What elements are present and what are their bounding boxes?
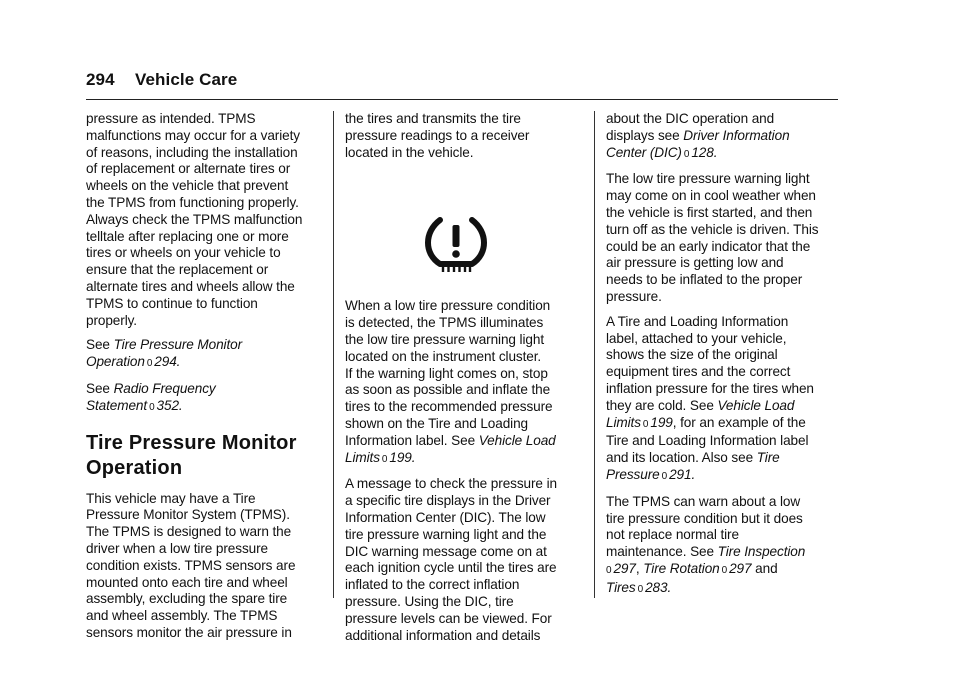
column-1	[86, 111, 322, 650]
text-line: alternate tires and wheels allow the	[86, 278, 295, 294]
page-ref-arrow-icon: 0	[606, 564, 612, 576]
paragraph	[345, 476, 581, 644]
page-ref-arrow-icon: 0	[642, 418, 649, 430]
section-heading	[86, 431, 322, 481]
text-line: tire pressure warning light and the	[345, 526, 547, 542]
cross-reference	[86, 337, 322, 373]
text-line: may come on in cool weather when	[606, 188, 816, 204]
heading-line: Operation	[86, 456, 183, 479]
paragraph	[606, 314, 840, 486]
text-line: the vehicle is first started, and then	[606, 204, 813, 220]
text-line: label, attached to your vehicle,	[606, 330, 787, 346]
text-line: as soon as possible and inflate the	[345, 382, 551, 398]
text-line: TPMS to continue to function	[86, 295, 258, 311]
text-line: located in the vehicle.	[345, 144, 474, 160]
text-fragment: and	[751, 560, 778, 576]
text-line: The low tire pressure warning light	[606, 171, 810, 187]
text-line: properly.	[86, 312, 137, 328]
reference-link[interactable]: Pressure	[606, 466, 660, 482]
text-fragment: they are cold. See	[606, 397, 718, 413]
text-line: tire pressure condition but it does	[606, 510, 803, 526]
page-reference[interactable]: 283	[645, 579, 668, 595]
text-line: turn off as the vehicle is driven. This	[606, 221, 819, 237]
text-line: air pressure is getting low and	[606, 255, 784, 271]
text-line: pressure as intended. TPMS	[86, 111, 256, 126]
punctuation: .	[178, 397, 183, 413]
page-ref-arrow-icon: 0	[683, 148, 690, 160]
text-line: the low tire pressure warning light	[345, 331, 544, 347]
tire-pressure-warning-icon	[421, 214, 491, 274]
text-line: The TPMS is designed to warn the	[86, 524, 292, 540]
punctuation: .	[691, 466, 696, 482]
see-label: See	[86, 337, 110, 353]
reference-link[interactable]: Operation	[86, 354, 145, 370]
page-reference[interactable]: 294	[154, 354, 177, 370]
text-line: tires to the recommended pressure	[345, 399, 553, 415]
column-3	[606, 111, 840, 607]
text-line: wheels on the vehicle that prevent	[86, 178, 289, 194]
paragraph	[606, 111, 840, 163]
page-ref-arrow-icon: 0	[637, 583, 644, 595]
text-line: shown on the Tire and Loading	[345, 415, 529, 431]
page-number: 294	[86, 70, 115, 89]
text-line: Always check the TPMS malfunction	[86, 211, 303, 227]
text-line: pressure levels can be viewed. For	[345, 610, 552, 626]
paragraph	[606, 494, 840, 599]
punctuation: .	[411, 449, 416, 465]
page-reference[interactable]: 199	[389, 449, 412, 465]
reference-link[interactable]: Tires	[606, 579, 636, 595]
reference-link[interactable]: Radio Frequency	[113, 380, 216, 396]
paragraph	[606, 171, 840, 305]
text-line: located on the instrument cluster.	[345, 348, 542, 364]
page-ref-arrow-icon: 0	[381, 453, 388, 465]
reference-link[interactable]: Limits	[345, 449, 380, 465]
text-line: condition exists. TPMS sensors are	[86, 557, 296, 573]
text-line: shows the size of the original	[606, 347, 778, 363]
text-line: each ignition cycle until the tires are	[345, 560, 557, 576]
text-line: ensure that the replacement or	[86, 262, 269, 278]
text-line: inflation pressure for the tires when	[606, 380, 814, 396]
punctuation: ,	[635, 560, 644, 576]
page-reference[interactable]: 291	[669, 466, 692, 482]
reference-link[interactable]: Statement	[86, 397, 148, 413]
text-fragment: Information label. See	[345, 432, 479, 448]
text-fragment: , for an example of the	[672, 414, 806, 430]
text-line: of replacement or alternate tires or	[86, 161, 291, 177]
text-line: When a low tire pressure condition	[345, 298, 551, 314]
reference-link[interactable]: Tire Pressure Monitor	[113, 337, 243, 353]
text-line: the tires and transmits the tire	[345, 111, 521, 126]
page-reference[interactable]: 128	[691, 144, 714, 160]
text-line: DIC warning message come on at	[345, 543, 547, 559]
text-line: Pressure Monitor System (TPMS).	[86, 507, 290, 523]
text-line: This vehicle may have a Tire	[86, 490, 256, 506]
page-ref-arrow-icon: 0	[661, 470, 668, 482]
reference-link[interactable]: Tire Inspection	[717, 544, 806, 560]
text-line: assembly, excluding the spare tire	[86, 591, 288, 607]
paragraph	[86, 491, 322, 642]
page-reference[interactable]: 199	[650, 414, 673, 430]
text-fragment: maintenance. See	[606, 544, 718, 560]
text-line: driver when a low tire pressure	[86, 540, 269, 556]
page-reference[interactable]: 297	[613, 560, 636, 576]
column-divider	[594, 111, 595, 598]
section-title: Vehicle Care	[135, 70, 238, 89]
page-ref-arrow-icon: 0	[146, 358, 153, 370]
text-line: mounted onto each tire and wheel	[86, 574, 288, 590]
text-line: If the warning light comes on, stop	[345, 365, 548, 381]
text-line: the TPMS from functioning properly.	[86, 194, 299, 210]
punctuation: .	[176, 354, 181, 370]
reference-link[interactable]: Center (DIC)	[606, 144, 682, 160]
paragraph	[86, 111, 322, 329]
text-line: of reasons, including the installation	[86, 144, 298, 160]
reference-link[interactable]: Vehicle Load	[478, 432, 556, 448]
page-ref-arrow-icon: 0	[721, 564, 728, 576]
reference-link[interactable]: Driver Information	[683, 127, 790, 143]
text-line: and wheel assembly. The TPMS	[86, 608, 278, 624]
text-line: is detected, the TPMS illuminates	[345, 315, 544, 331]
page-ref-arrow-icon: 0	[149, 401, 155, 413]
cross-reference	[86, 381, 322, 417]
text-line: pressure readings to a receiver	[345, 127, 530, 143]
text-line: sensors monitor the air pressure in	[86, 624, 292, 640]
text-fragment: and its location. Also see	[606, 450, 757, 466]
text-line: additional information and details	[345, 627, 541, 643]
reference-link[interactable]: Tire	[756, 450, 780, 466]
text-line: needs to be inflated to the proper	[606, 272, 803, 288]
text-line: pressure.	[606, 288, 662, 304]
text-line: a specific tire displays in the Driver	[345, 493, 551, 509]
punctuation: .	[667, 579, 672, 595]
text-line: equipment tires and the correct	[606, 364, 791, 380]
heading-line: Tire Pressure Monitor	[86, 431, 297, 454]
page-reference[interactable]: 297	[729, 560, 752, 576]
see-label: See	[86, 380, 110, 396]
text-line: pressure. Using the DIC, tire	[345, 593, 514, 609]
text-line: not replace normal tire	[606, 527, 739, 543]
text-line: A Tire and Loading Information	[606, 313, 789, 329]
text-line: malfunctions may occur for a variety	[86, 127, 300, 143]
paragraph	[345, 111, 581, 161]
column-2	[345, 111, 581, 652]
text-line: tires or wheels on your vehicle to	[86, 245, 281, 261]
punctuation: .	[713, 144, 718, 160]
header-rule	[86, 99, 838, 100]
text-line: inflated to the correct inflation	[345, 577, 520, 593]
text-line: The TPMS can warn about a low	[606, 493, 801, 509]
reference-link[interactable]: Limits	[606, 414, 641, 430]
text-line: could be an early indicator that the	[606, 238, 811, 254]
reference-link[interactable]: Vehicle Load	[717, 397, 795, 413]
text-line: A message to check the pressure in	[345, 476, 557, 492]
column-divider	[333, 111, 334, 598]
text-line: about the DIC operation and	[606, 111, 775, 126]
reference-link[interactable]: Tire Rotation	[643, 560, 720, 576]
text-line: Tire and Loading Information label	[606, 433, 809, 449]
text-fragment: displays see	[606, 127, 684, 143]
text-line: telltale after replacing one or more	[86, 228, 289, 244]
paragraph	[345, 298, 581, 468]
page-reference[interactable]: 352	[156, 397, 179, 413]
text-line: Information Center (DIC). The low	[345, 509, 546, 525]
